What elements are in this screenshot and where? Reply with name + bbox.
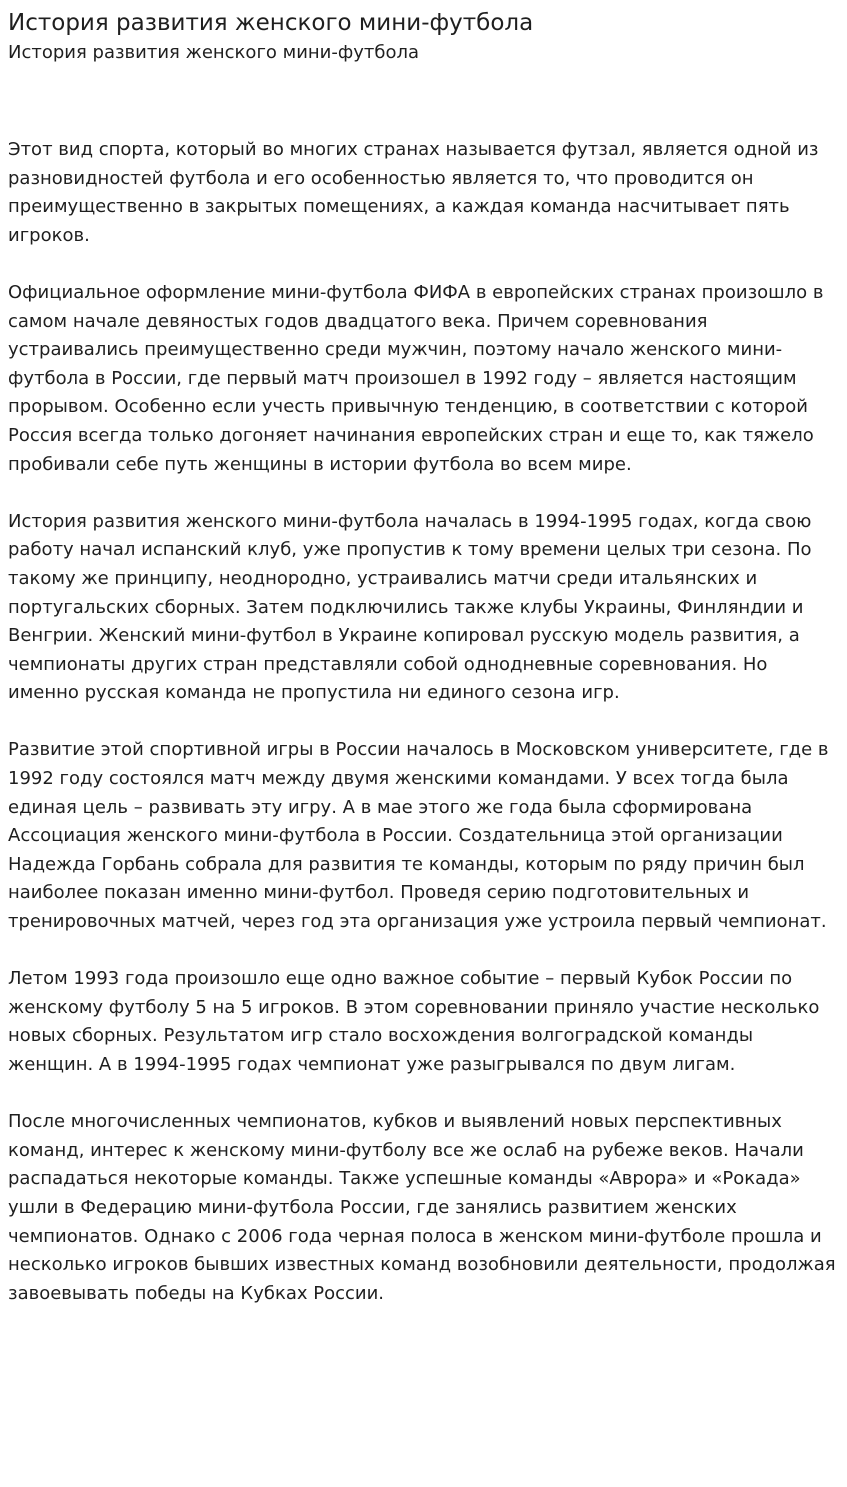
article-paragraph: Официальное оформление мини-футбола ФИФА в европейских странах произошло в самом начале девяностых годов двадцатого века. Причем соревнования устраивались преимущественно среди мужчин, поэтому начало женского мини-футбола в России, где первый матч произошел в 1992 году – является настоящим прорывом. Особенно если учесть привычную тенденцию, в соответствии с которой Россия всегда только догоняет начинания европейских стран и еще то, как тяжело пробивали себе путь женщины в истории футбола во всем мире. (8, 281, 824, 475)
page-title: История развития женского мини-футбола (8, 10, 534, 36)
article-paragraph: После многочисленных чемпионатов, кубков и выявлений новых перспективных команд, интерес к женскому мини-футболу все же ослаб на рубеже веков. Начали распадаться некоторые команды. Также успешные команды «Аврора» и «Рокада» ушли в Федерацию мини-футбола России, где занялись развитием женских чемпионатов. Однако с 2006 года черная полоса в женском мини-футболе прошла и несколько игроков бывших известных команд возобновили деятельности, продолжая завоевывать победы на Кубках России. (8, 1111, 836, 1304)
article-paragraph: История развития женского мини-футбола началась в 1994-1995 годах, когда свою работу начал испанский клуб, уже пропустив к тому времени целых три сезона. По такому же принципу, неоднородно, устраивались матчи среди итальянских и португальских сборных. Затем подключились также клубы Украины, Финляндии и Венгрии. Женский мини-футбол в Украине копировал русскую модель развития, а чемпионаты других стран представляли собой однодневные соревнования. Но именно русская команда не пропустила ни единого сезона игр. (8, 510, 812, 704)
article-paragraph: Развитие этой спортивной игры в России началось в Московском университете, где в 1992 году состоялся матч между двумя женскими командами. У всех тогда была единая цель – развивать эту игру. А в мае этого же года была сформирована Ассоциация женского мини-футбола в России. Создательница этой организации Надежда Горбань собрала для развития те команды, которым по ряду причин был наиболее показан именно мини-футбол. Проведя серию подготовительных и тренировочных матчей, через год эта организация уже устроила первый чемпионат. (8, 739, 829, 933)
article-paragraph: Летом 1993 года произошло еще одно важное событие – первый Кубок России по женскому футболу 5 на 5 игроков. В этом соревновании приняло участие несколько новых сборных. Результатом игр стало восхождения волгоградской команды женщин. А в 1994-1995 годах чемпионат уже разыгрывался по двум лигам. (8, 968, 820, 1075)
page-subtitle: История развития женского мини-футбола (8, 42, 420, 63)
article-body (8, 136, 839, 1308)
article-paragraph: Этот вид спорта, который во многих странах называется футзал, является одной из разновидностей футбола и его особенностью является то, что проводится он преимущественно в закрытых помещениях, а каждая команда насчитывает пять игроков. (8, 139, 819, 246)
